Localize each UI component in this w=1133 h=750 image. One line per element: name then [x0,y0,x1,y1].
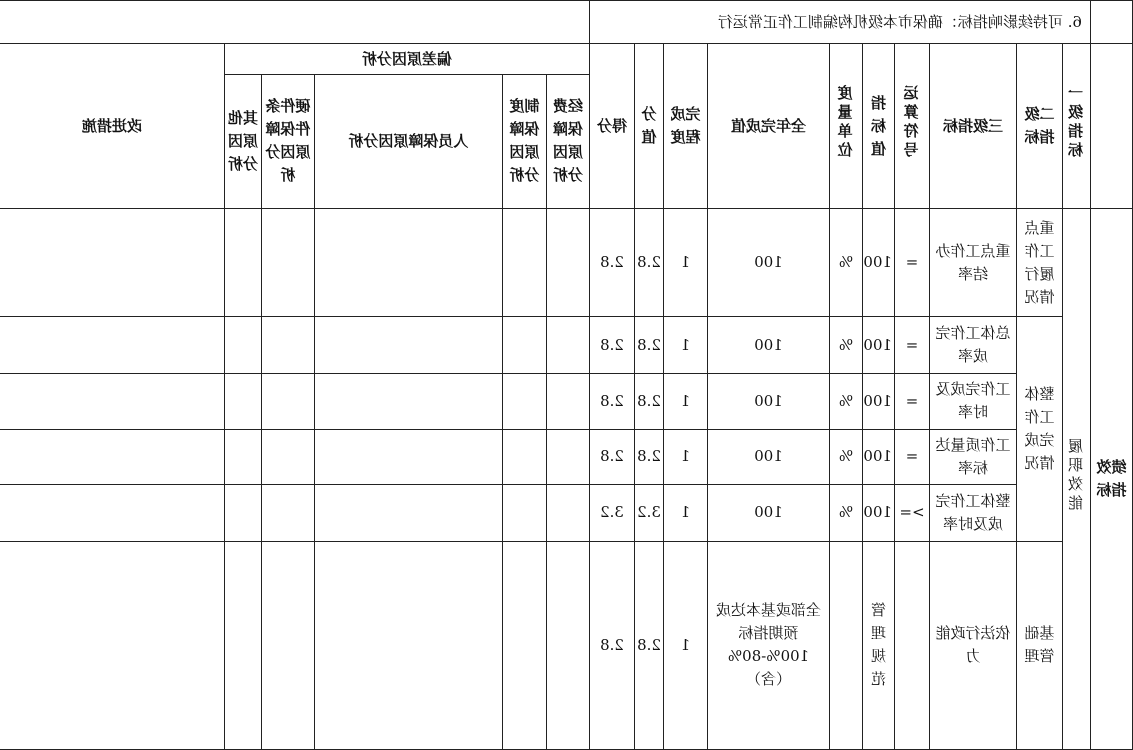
header-score: 得分 [589,44,634,209]
cell-personnel [314,373,502,429]
row-annual: 全部或基本达成预期指标100%-80%（含） [708,541,830,749]
cell-personnel [314,541,502,749]
header-deviation-group: 偏差原因分析 [224,44,589,74]
header-unit: 度量单位 [830,44,863,209]
header-improvement: 改进措施 [0,44,224,209]
row-op: = [895,317,930,374]
header-completion: 完成程度 [664,44,708,209]
cell-other [224,541,261,749]
header-level3: 三级指标 [930,44,1017,209]
cell-personnel [314,485,502,542]
row-weight: 2.8 [635,541,664,749]
header-weight: 分值 [635,44,664,209]
cell-system [502,373,546,429]
row-score: 2.8 [589,541,634,749]
basic-mgmt-cell: 基础管理 [1017,541,1063,749]
cell-other [224,429,261,485]
cell-personnel [314,209,502,317]
row-weight: 2.8 [635,373,664,429]
cell-improvement [0,373,224,429]
cell-system [502,485,546,542]
cell-funding [546,429,589,485]
row-completion: 1 [664,541,708,749]
row-weight: 3.2 [635,485,664,542]
row-completion: 1 [664,209,708,317]
row-annual: 100 [708,373,830,429]
row-weight: 2.8 [635,317,664,374]
key-work-cell: 重点工作履行情况 [1017,209,1063,317]
cell-other [224,485,261,542]
row-annual: 100 [708,485,830,542]
row-l3: 工作完成及时率 [930,373,1017,429]
row-completion: 1 [664,485,708,542]
cell-hardware [261,485,314,542]
cell-system [502,541,546,749]
perf-indicator-cell: 绩效指标 [1091,209,1133,750]
blank-cell [1091,1,1133,44]
row-l3: 整体工作完成及时率 [930,485,1017,542]
row-l3: 总体工作完成率 [930,317,1017,374]
row-l3: 依法行政能力 [930,541,1017,749]
row-score: 2.8 [589,209,634,317]
row-op: >= [895,485,930,542]
row-target: 100 [863,485,895,542]
row-completion: 1 [664,317,708,374]
row-target: 100 [863,209,895,317]
row-annual: 100 [708,317,830,374]
row-l3: 重点工作办结率 [930,209,1017,317]
row-target: 100 [863,373,895,429]
row-score: 2.8 [589,373,634,429]
blank-cell [0,1,589,44]
cell-personnel [314,429,502,485]
cell-hardware [261,317,314,374]
cell-hardware [261,373,314,429]
row-target: 100 [863,429,895,485]
overall-work-cell: 整体工作完成情况 [1017,317,1063,541]
header-other: 其他原因分析 [224,74,261,208]
cell-system [502,429,546,485]
cell-funding [546,373,589,429]
row-unit: % [830,209,863,317]
header-level1: 一级指标 [1063,44,1091,209]
cell-improvement [0,429,224,485]
cell-improvement [0,485,224,542]
cell-improvement [0,317,224,374]
row-score: 2.8 [589,317,634,374]
header-target: 指标值 [863,44,895,209]
row-op: = [895,209,930,317]
row-annual: 100 [708,209,830,317]
row-unit: % [830,485,863,542]
row-unit: % [830,429,863,485]
header-system: 制度保障原因分析 [502,74,546,208]
row-score: 3.2 [589,485,634,542]
row-completion: 1 [664,373,708,429]
cell-improvement [0,541,224,749]
header-funding: 经费保障原因分析 [546,74,589,208]
cell-hardware [261,429,314,485]
cell-hardware [261,209,314,317]
row-target: 管理规范 [863,541,895,749]
row-completion: 1 [664,429,708,485]
cell-other [224,317,261,374]
cell-other [224,373,261,429]
row-unit: % [830,317,863,374]
cell-funding [546,317,589,374]
row-unit: % [830,373,863,429]
cell-other [224,209,261,317]
header-operator: 运算符号 [895,44,930,209]
cell-hardware [261,541,314,749]
cell-funding [546,209,589,317]
row-unit [830,541,863,749]
row-l3: 工作质量达标率 [930,429,1017,485]
cell-system [502,209,546,317]
row-weight: 2.8 [635,429,664,485]
row-op [895,541,930,749]
header-personnel: 人员保障原因分析 [314,74,502,208]
header-hardware: 硬件条件保障原因分析 [261,74,314,208]
header-level2: 二级指标 [1017,44,1063,209]
duty-effect-cell: 履职效能 [1063,209,1091,750]
cell-funding [546,485,589,542]
cell-system [502,317,546,374]
header-annual-value: 全年完成值 [708,44,830,209]
row-score: 2.8 [589,429,634,485]
row-op: = [895,429,930,485]
row-weight: 2.8 [635,209,664,317]
sustainable-impact-title: 6. 可持续影响指标：确保市本级机构编制工作正常运行 [589,1,1090,44]
row-op: = [895,373,930,429]
row-target: 100 [863,317,895,374]
perf-indicator-spacer [1091,44,1133,209]
cell-personnel [314,317,502,374]
row-annual: 100 [708,429,830,485]
cell-funding [546,541,589,749]
cell-improvement [0,209,224,317]
